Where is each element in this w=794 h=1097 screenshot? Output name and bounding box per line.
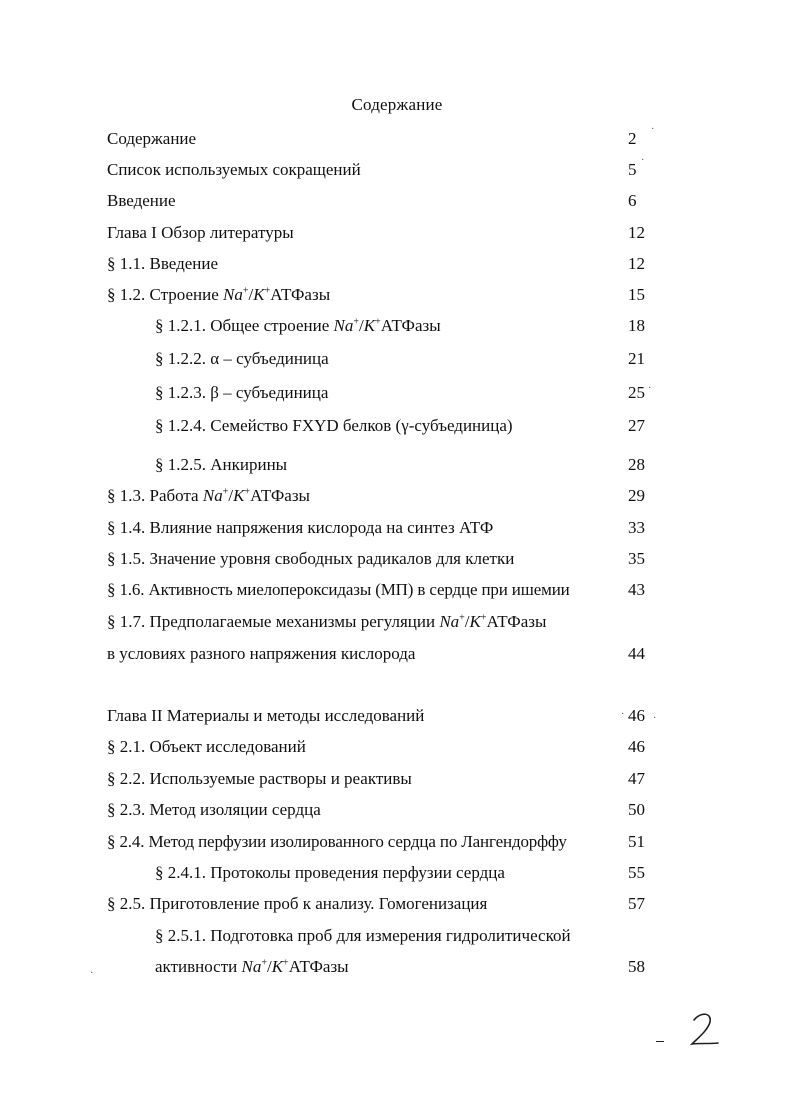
scan-speck: · bbox=[648, 383, 652, 394]
toc-entry bbox=[107, 253, 647, 275]
toc-entry-page: 46 bbox=[628, 737, 645, 756]
toc-entry-label: § 2.5. Приготовление проб к анализу. Гомогенизация bbox=[107, 894, 488, 913]
toc-entry bbox=[107, 799, 647, 821]
toc-subentry bbox=[155, 925, 625, 947]
handwritten-dash bbox=[656, 1041, 664, 1042]
toc-entry-label: § 1.1. Введение bbox=[107, 254, 219, 273]
toc-entry-label: § 2.4. Метод перфузии изолированного сердца по Лангендорффу bbox=[107, 832, 567, 851]
toc-entry-page: 5 bbox=[628, 160, 637, 179]
toc-entry bbox=[107, 128, 647, 150]
scan-speck: · bbox=[651, 124, 655, 135]
toc-entry bbox=[107, 190, 647, 212]
toc-subentry bbox=[155, 862, 625, 884]
toc-entry-page: 12 bbox=[628, 254, 645, 273]
toc-entry bbox=[107, 831, 622, 853]
toc-entry-page: 2 bbox=[628, 129, 637, 148]
toc-entry bbox=[107, 893, 647, 915]
toc-entry-label: § 1.2.5. Анкирины bbox=[155, 455, 288, 474]
toc-entry bbox=[107, 284, 647, 306]
toc-entry-label: § 2.2. Используемые растворы и реактивы bbox=[107, 769, 412, 788]
page-title: Содержание bbox=[351, 95, 443, 114]
toc-entry-page: 29 bbox=[628, 486, 645, 505]
handwritten-page-number bbox=[688, 1010, 722, 1050]
toc-subentry bbox=[155, 348, 625, 370]
toc-entry-page: 51 bbox=[628, 832, 645, 851]
toc-entry-label: § 1.5. Значение уровня свободных радикалов для клетки bbox=[107, 549, 515, 568]
toc-entry-page: 33 bbox=[628, 518, 645, 537]
toc-entry-page: 35 bbox=[628, 549, 645, 568]
toc-entry-page: 25 bbox=[628, 383, 645, 402]
toc-entry bbox=[107, 485, 647, 507]
toc-entry-label: Список используемых сокращений bbox=[107, 160, 361, 179]
toc-entry-label: § 1.4. Влияние напряжения кислорода на синтез АТФ bbox=[107, 518, 494, 537]
toc-entry bbox=[107, 159, 647, 181]
toc-entry-page: 50 bbox=[628, 800, 645, 819]
toc-entry-continuation bbox=[107, 643, 647, 665]
toc-entry-label: § 1.2.2. α – субъединица bbox=[155, 349, 329, 368]
toc-entry bbox=[107, 736, 647, 758]
toc-entry-label: § 1.6. Активность миелопероксидазы (МП) в сердце при ишемии bbox=[107, 580, 570, 599]
toc-entry-label: Глава I Обзор литературы bbox=[107, 223, 294, 242]
toc-entry bbox=[107, 548, 647, 570]
toc-entry-page: 44 bbox=[628, 644, 645, 663]
toc-entry-label: в условиях разного напряжения кислорода bbox=[107, 644, 416, 663]
toc-entry-page: 46 bbox=[628, 706, 645, 725]
toc-entry-label: Содержание bbox=[107, 129, 197, 148]
toc-entry-label: § 2.5.1. Подготовка проб для измерения гидролитической bbox=[155, 926, 571, 945]
toc-entry-label: активности Na+/K+АТФазы bbox=[155, 957, 349, 976]
toc-entry-label: § 1.2.3. β – субъединица bbox=[155, 383, 329, 402]
toc-entry bbox=[107, 768, 647, 790]
toc-entry-page: 21 bbox=[628, 349, 645, 368]
toc-entry-page: 18 bbox=[628, 316, 645, 335]
toc-entry-page: 6 bbox=[628, 191, 637, 210]
toc-entry-page: 55 bbox=[628, 863, 645, 882]
toc-entry-label: § 2.1. Объект исследований bbox=[107, 737, 306, 756]
toc-subentry bbox=[155, 415, 625, 437]
toc-chapter bbox=[107, 705, 647, 727]
toc-entry-label: Глава II Материалы и методы исследований bbox=[107, 706, 425, 725]
toc-entry-page: 57 bbox=[628, 894, 645, 913]
toc-entry-label: § 1.2.1. Общее строение Na+/K+АТФазы bbox=[155, 316, 441, 335]
toc-entry bbox=[107, 517, 647, 539]
toc-entry-page: 47 bbox=[628, 769, 645, 788]
toc-subentry bbox=[155, 454, 625, 476]
toc-entry-continuation bbox=[155, 956, 625, 978]
toc-entry-page: 28 bbox=[628, 455, 645, 474]
toc-entry-label: § 1.3. Работа Na+/K+АТФазы bbox=[107, 486, 310, 505]
toc-entry-label: Введение bbox=[107, 191, 176, 210]
toc-entry-page: 12 bbox=[628, 223, 645, 242]
toc-subentry bbox=[155, 315, 625, 337]
scan-speck: · bbox=[621, 709, 625, 720]
toc-entry-page: 15 bbox=[628, 285, 645, 304]
scan-speck: · bbox=[641, 155, 645, 166]
toc-entry-page: 58 bbox=[628, 957, 645, 976]
toc-entry-label: § 1.2.4. Семейство FXYD белков (γ-субъединица) bbox=[155, 416, 513, 435]
toc-entry-label: § 2.3. Метод изоляции сердца bbox=[107, 800, 321, 819]
scan-speck: · bbox=[90, 968, 94, 979]
toc-entry bbox=[107, 611, 647, 633]
toc-entry-page: 43 bbox=[628, 580, 645, 599]
toc-entry-label: § 1.2. Строение Na+/K+АТФазы bbox=[107, 285, 331, 304]
toc-entry-label: § 1.7. Предполагаемые механизмы регуляции Na+/K+АТФазы bbox=[107, 612, 547, 631]
toc-entry-label: § 2.4.1. Протоколы проведения перфузии сердца bbox=[155, 863, 505, 882]
toc-entry-page: 27 bbox=[628, 416, 645, 435]
toc-chapter bbox=[107, 222, 647, 244]
toc-subentry bbox=[155, 382, 625, 404]
scan-speck: · bbox=[653, 713, 657, 724]
toc-entry bbox=[107, 579, 622, 601]
